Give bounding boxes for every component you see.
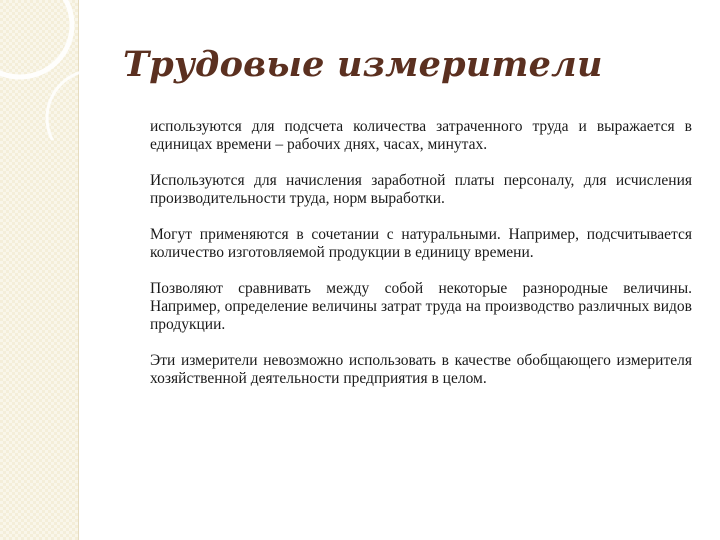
slide-title: Трудовые измерители <box>123 44 603 85</box>
paragraph-3: Могут применяются в сочетании с натуральными. Например, подсчитывается количество изготовляемой продукции в единицу времени. <box>150 226 692 261</box>
paragraph-1: используются для подсчета количества затраченного труда и выражается в единицах времени – рабочих днях, часах, минутах. <box>150 118 692 153</box>
paragraph-4: Позволяют сравнивать между собой некоторые разнородные величины. Например, определение величины затрат труда на производство различных видов продукции. <box>150 280 692 333</box>
decorative-circle-large <box>0 0 72 77</box>
paragraph-5: Эти измерители невозможно использовать в качестве обобщающего измерителя хозяйственной деятельности предприятия в целом. <box>150 352 692 387</box>
slide-body <box>150 118 692 406</box>
paragraph-2: Используются для начисления заработной платы персоналу, для исчисления производительности труда, норм выработки. <box>150 172 692 207</box>
